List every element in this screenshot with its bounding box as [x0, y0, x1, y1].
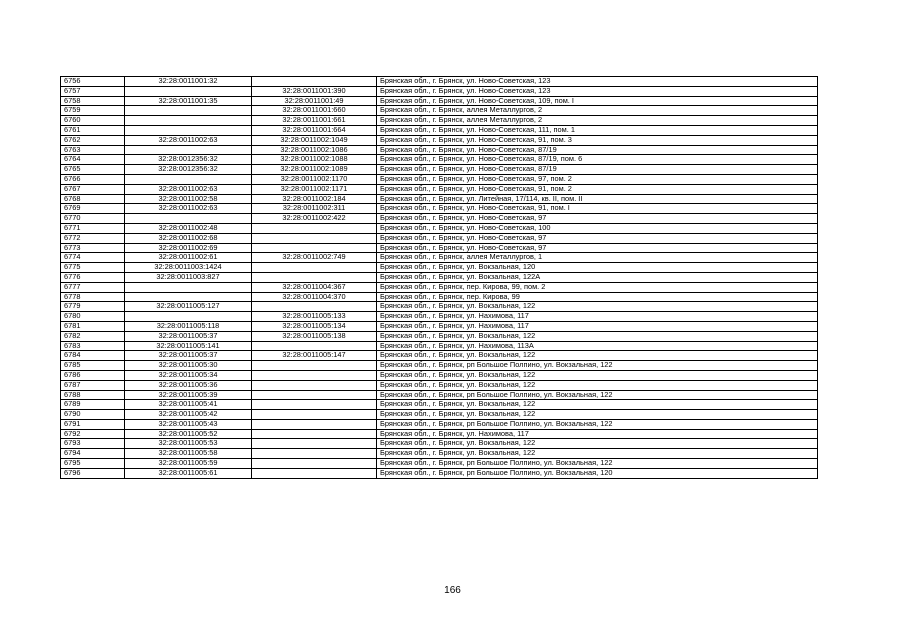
linked-cadastral-number-cell — [252, 370, 377, 380]
cadastral-number-cell: 32:28:0011005:58 — [125, 449, 252, 459]
row-number-cell: 6761 — [61, 125, 125, 135]
cadastral-number-cell: 32:28:0011005:141 — [125, 341, 252, 351]
address-cell: Брянская обл., г. Брянск, рп Большое Полпино, ул. Вокзальная, 122 — [377, 361, 818, 371]
row-number-cell: 6775 — [61, 263, 125, 273]
row-number-cell: 6777 — [61, 282, 125, 292]
linked-cadastral-number-cell: 32:28:0011001:660 — [252, 106, 377, 116]
table-row — [61, 361, 818, 371]
address-cell: Брянская обл., г. Брянск, аллея Металлургов, 1 — [377, 253, 818, 263]
linked-cadastral-number-cell: 32:28:0011002:1170 — [252, 174, 377, 184]
cadastral-number-cell: 32:28:0011002:63 — [125, 135, 252, 145]
cadastral-number-cell — [125, 86, 252, 96]
table-row — [61, 174, 818, 184]
table-row — [61, 155, 818, 165]
linked-cadastral-number-cell — [252, 390, 377, 400]
property-register-table — [60, 76, 818, 479]
address-cell: Брянская обл., г. Брянск, ул. Вокзальная, 122 — [377, 449, 818, 459]
row-number-cell: 6785 — [61, 361, 125, 371]
table-row — [61, 449, 818, 459]
linked-cadastral-number-cell: 32:28:0011002:1089 — [252, 165, 377, 175]
row-number-cell: 6773 — [61, 243, 125, 253]
linked-cadastral-number-cell — [252, 272, 377, 282]
cadastral-number-cell: 32:28:0011002:48 — [125, 223, 252, 233]
table-row — [61, 204, 818, 214]
linked-cadastral-number-cell: 32:28:0011004:367 — [252, 282, 377, 292]
row-number-cell: 6780 — [61, 312, 125, 322]
table-body — [61, 77, 818, 479]
row-number-cell: 6758 — [61, 96, 125, 106]
address-cell: Брянская обл., г. Брянск, ул. Нахимова, 117 — [377, 312, 818, 322]
cadastral-number-cell — [125, 174, 252, 184]
table-row — [61, 468, 818, 478]
address-cell: Брянская обл., г. Брянск, ул. Вокзальная, 122 — [377, 351, 818, 361]
cadastral-number-cell: 32:28:0011005:43 — [125, 419, 252, 429]
table-row — [61, 135, 818, 145]
cadastral-number-cell: 32:28:0011002:69 — [125, 243, 252, 253]
linked-cadastral-number-cell: 32:28:0011001:664 — [252, 125, 377, 135]
table-row — [61, 106, 818, 116]
linked-cadastral-number-cell: 32:28:0011005:133 — [252, 312, 377, 322]
address-cell: Брянская обл., г. Брянск, ул. Ново-Советская, 91, пом. 2 — [377, 184, 818, 194]
page-number: 166 — [444, 585, 461, 596]
table-row — [61, 165, 818, 175]
cadastral-number-cell: 32:28:0011001:35 — [125, 96, 252, 106]
linked-cadastral-number-cell: 32:28:0011001:661 — [252, 116, 377, 126]
row-number-cell: 6793 — [61, 439, 125, 449]
cadastral-number-cell: 32:28:0011005:127 — [125, 302, 252, 312]
linked-cadastral-number-cell: 32:28:0011001:390 — [252, 86, 377, 96]
linked-cadastral-number-cell: 32:28:0011002:1049 — [252, 135, 377, 145]
address-cell: Брянская обл., г. Брянск, ул. Вокзальная, 122 — [377, 380, 818, 390]
address-cell: Брянская обл., г. Брянск, рп Большое Полпино, ул. Вокзальная, 120 — [377, 468, 818, 478]
table-row — [61, 429, 818, 439]
row-number-cell: 6786 — [61, 370, 125, 380]
address-cell: Брянская обл., г. Брянск, ул. Ново-Советская, 87/19 — [377, 165, 818, 175]
address-cell: Брянская обл., г. Брянск, аллея Металлургов, 2 — [377, 106, 818, 116]
table-row — [61, 439, 818, 449]
row-number-cell: 6794 — [61, 449, 125, 459]
cadastral-number-cell: 32:28:0011002:63 — [125, 204, 252, 214]
cadastral-number-cell: 32:28:0011005:34 — [125, 370, 252, 380]
linked-cadastral-number-cell — [252, 449, 377, 459]
row-number-cell: 6781 — [61, 321, 125, 331]
row-number-cell: 6795 — [61, 459, 125, 469]
table-row — [61, 223, 818, 233]
cadastral-number-cell: 32:28:0011005:37 — [125, 331, 252, 341]
row-number-cell: 6766 — [61, 174, 125, 184]
row-number-cell: 6769 — [61, 204, 125, 214]
row-number-cell: 6759 — [61, 106, 125, 116]
address-cell: Брянская обл., г. Брянск, ул. Вокзальная, 122 — [377, 302, 818, 312]
address-cell: Брянская обл., г. Брянск, ул. Ново-Советская, 109, пом. I — [377, 96, 818, 106]
table-row — [61, 370, 818, 380]
linked-cadastral-number-cell — [252, 419, 377, 429]
table-row — [61, 184, 818, 194]
address-cell: Брянская обл., г. Брянск, ул. Ново-Советская, 97, пом. 2 — [377, 174, 818, 184]
address-cell: Брянская обл., г. Брянск, ул. Вокзальная, 120 — [377, 263, 818, 273]
row-number-cell: 6767 — [61, 184, 125, 194]
row-number-cell: 6760 — [61, 116, 125, 126]
linked-cadastral-number-cell: 32:28:0011002:311 — [252, 204, 377, 214]
row-number-cell: 6771 — [61, 223, 125, 233]
cadastral-number-cell: 32:28:0011005:39 — [125, 390, 252, 400]
cadastral-number-cell: 32:28:0011002:68 — [125, 233, 252, 243]
table-row — [61, 292, 818, 302]
row-number-cell: 6789 — [61, 400, 125, 410]
linked-cadastral-number-cell — [252, 77, 377, 87]
cadastral-number-cell — [125, 214, 252, 224]
table-row — [61, 86, 818, 96]
row-number-cell: 6779 — [61, 302, 125, 312]
cadastral-number-cell — [125, 106, 252, 116]
linked-cadastral-number-cell: 32:28:0011002:1086 — [252, 145, 377, 155]
table-row — [61, 116, 818, 126]
row-number-cell: 6792 — [61, 429, 125, 439]
linked-cadastral-number-cell: 32:28:0011002:1088 — [252, 155, 377, 165]
cadastral-number-cell — [125, 145, 252, 155]
row-number-cell: 6756 — [61, 77, 125, 87]
row-number-cell: 6796 — [61, 468, 125, 478]
table-row — [61, 233, 818, 243]
row-number-cell: 6774 — [61, 253, 125, 263]
row-number-cell: 6782 — [61, 331, 125, 341]
address-cell: Брянская обл., г. Брянск, ул. Вокзальная, 122 — [377, 439, 818, 449]
cadastral-number-cell: 32:28:0012356:32 — [125, 155, 252, 165]
linked-cadastral-number-cell — [252, 223, 377, 233]
linked-cadastral-number-cell — [252, 400, 377, 410]
row-number-cell: 6790 — [61, 410, 125, 420]
table-row — [61, 263, 818, 273]
cadastral-number-cell: 32:28:0011003:1424 — [125, 263, 252, 273]
row-number-cell: 6787 — [61, 380, 125, 390]
address-cell: Брянская обл., г. Брянск, ул. Ново-Советская, 97 — [377, 243, 818, 253]
address-cell: Брянская обл., г. Брянск, ул. Ново-Советская, 97 — [377, 214, 818, 224]
row-number-cell: 6788 — [61, 390, 125, 400]
linked-cadastral-number-cell — [252, 429, 377, 439]
linked-cadastral-number-cell — [252, 341, 377, 351]
linked-cadastral-number-cell — [252, 263, 377, 273]
cadastral-number-cell: 32:28:0011005:61 — [125, 468, 252, 478]
table-row — [61, 459, 818, 469]
cadastral-number-cell — [125, 125, 252, 135]
cadastral-number-cell: 32:28:0011003:827 — [125, 272, 252, 282]
row-number-cell: 6768 — [61, 194, 125, 204]
table-row — [61, 253, 818, 263]
address-cell: Брянская обл., г. Брянск, рп Большое Полпино, ул. Вокзальная, 122 — [377, 419, 818, 429]
linked-cadastral-number-cell — [252, 302, 377, 312]
row-number-cell: 6757 — [61, 86, 125, 96]
address-cell: Брянская обл., г. Брянск, рп Большое Полпино, ул. Вокзальная, 122 — [377, 390, 818, 400]
linked-cadastral-number-cell — [252, 468, 377, 478]
cadastral-number-cell: 32:28:0011005:30 — [125, 361, 252, 371]
table-row — [61, 380, 818, 390]
table-row — [61, 214, 818, 224]
row-number-cell: 6778 — [61, 292, 125, 302]
address-cell: Брянская обл., г. Брянск, ул. Ново-Советская, 100 — [377, 223, 818, 233]
table-row — [61, 243, 818, 253]
table-row — [61, 321, 818, 331]
row-number-cell: 6765 — [61, 165, 125, 175]
linked-cadastral-number-cell — [252, 380, 377, 390]
row-number-cell: 6791 — [61, 419, 125, 429]
linked-cadastral-number-cell: 32:28:0011005:147 — [252, 351, 377, 361]
row-number-cell: 6770 — [61, 214, 125, 224]
address-cell: Брянская обл., г. Брянск, ул. Нахимова, 113А — [377, 341, 818, 351]
table-row — [61, 145, 818, 155]
table-row — [61, 96, 818, 106]
address-cell: Брянская обл., г. Брянск, ул. Вокзальная, 122 — [377, 331, 818, 341]
address-cell: Брянская обл., г. Брянск, ул. Нахимова, 117 — [377, 321, 818, 331]
cadastral-number-cell: 32:28:0012356:32 — [125, 165, 252, 175]
address-cell: Брянская обл., г. Брянск, ул. Нахимова, 117 — [377, 429, 818, 439]
cadastral-number-cell: 32:28:0011005:118 — [125, 321, 252, 331]
address-cell: Брянская обл., г. Брянск, пер. Кирова, 99, пом. 2 — [377, 282, 818, 292]
table-row — [61, 331, 818, 341]
table-row — [61, 341, 818, 351]
linked-cadastral-number-cell: 32:28:0011002:749 — [252, 253, 377, 263]
cadastral-number-cell: 32:28:0011005:36 — [125, 380, 252, 390]
row-number-cell: 6764 — [61, 155, 125, 165]
linked-cadastral-number-cell — [252, 233, 377, 243]
cadastral-number-cell: 32:28:0011002:63 — [125, 184, 252, 194]
cadastral-number-cell: 32:28:0011005:59 — [125, 459, 252, 469]
address-cell: Брянская обл., г. Брянск, ул. Ново-Советская, 91, пом. 3 — [377, 135, 818, 145]
linked-cadastral-number-cell: 32:28:0011005:134 — [252, 321, 377, 331]
cadastral-number-cell: 32:28:0011005:52 — [125, 429, 252, 439]
table-row — [61, 312, 818, 322]
cadastral-number-cell — [125, 312, 252, 322]
linked-cadastral-number-cell — [252, 439, 377, 449]
row-number-cell: 6784 — [61, 351, 125, 361]
linked-cadastral-number-cell — [252, 410, 377, 420]
address-cell: Брянская обл., г. Брянск, ул. Ново-Советская, 123 — [377, 77, 818, 87]
linked-cadastral-number-cell: 32:28:0011002:1171 — [252, 184, 377, 194]
address-cell: Брянская обл., г. Брянск, ул. Ново-Советская, 91, пом. I — [377, 204, 818, 214]
address-cell: Брянская обл., г. Брянск, ул. Вокзальная, 122 — [377, 410, 818, 420]
table-row — [61, 419, 818, 429]
address-cell: Брянская обл., г. Брянск, ул. Литейная, 17/114, кв. II, пом. II — [377, 194, 818, 204]
address-cell: Брянская обл., г. Брянск, ул. Вокзальная, 122 — [377, 400, 818, 410]
row-number-cell: 6772 — [61, 233, 125, 243]
address-cell: Брянская обл., г. Брянск, ул. Ново-Советская, 87/19 — [377, 145, 818, 155]
table-row — [61, 390, 818, 400]
linked-cadastral-number-cell: 32:28:0011001:49 — [252, 96, 377, 106]
cadastral-number-cell: 32:28:0011002:58 — [125, 194, 252, 204]
table-row — [61, 282, 818, 292]
linked-cadastral-number-cell — [252, 243, 377, 253]
table-row — [61, 194, 818, 204]
table-row — [61, 302, 818, 312]
cadastral-number-cell — [125, 282, 252, 292]
cadastral-number-cell: 32:28:0011002:61 — [125, 253, 252, 263]
linked-cadastral-number-cell — [252, 459, 377, 469]
table-row — [61, 77, 818, 87]
address-cell: Брянская обл., г. Брянск, аллея Металлургов, 2 — [377, 116, 818, 126]
table-row — [61, 272, 818, 282]
linked-cadastral-number-cell: 32:28:0011004:370 — [252, 292, 377, 302]
address-cell: Брянская обл., г. Брянск, ул. Ново-Советская, 97 — [377, 233, 818, 243]
cadastral-number-cell: 32:28:0011005:53 — [125, 439, 252, 449]
cadastral-number-cell — [125, 292, 252, 302]
row-number-cell: 6776 — [61, 272, 125, 282]
address-cell: Брянская обл., г. Брянск, ул. Вокзальная, 122 — [377, 370, 818, 380]
table-row — [61, 351, 818, 361]
linked-cadastral-number-cell: 32:28:0011002:422 — [252, 214, 377, 224]
row-number-cell: 6763 — [61, 145, 125, 155]
linked-cadastral-number-cell — [252, 361, 377, 371]
address-cell: Брянская обл., г. Брянск, ул. Ново-Советская, 87/19, пом. 6 — [377, 155, 818, 165]
address-cell: Брянская обл., г. Брянск, ул. Ново-Советская, 111, пом. 1 — [377, 125, 818, 135]
cadastral-number-cell: 32:28:0011001:32 — [125, 77, 252, 87]
linked-cadastral-number-cell: 32:28:0011002:184 — [252, 194, 377, 204]
address-cell: Брянская обл., г. Брянск, пер. Кирова, 99 — [377, 292, 818, 302]
cadastral-number-cell — [125, 116, 252, 126]
linked-cadastral-number-cell: 32:28:0011005:138 — [252, 331, 377, 341]
row-number-cell: 6783 — [61, 341, 125, 351]
table-row — [61, 400, 818, 410]
address-cell: Брянская обл., г. Брянск, ул. Вокзальная, 122А — [377, 272, 818, 282]
cadastral-number-cell: 32:28:0011005:41 — [125, 400, 252, 410]
cadastral-number-cell: 32:28:0011005:37 — [125, 351, 252, 361]
cadastral-number-cell: 32:28:0011005:42 — [125, 410, 252, 420]
address-cell: Брянская обл., г. Брянск, ул. Ново-Советская, 123 — [377, 86, 818, 96]
address-cell: Брянская обл., г. Брянск, рп Большое Полпино, ул. Вокзальная, 122 — [377, 459, 818, 469]
table-row — [61, 410, 818, 420]
row-number-cell: 6762 — [61, 135, 125, 145]
table-row — [61, 125, 818, 135]
